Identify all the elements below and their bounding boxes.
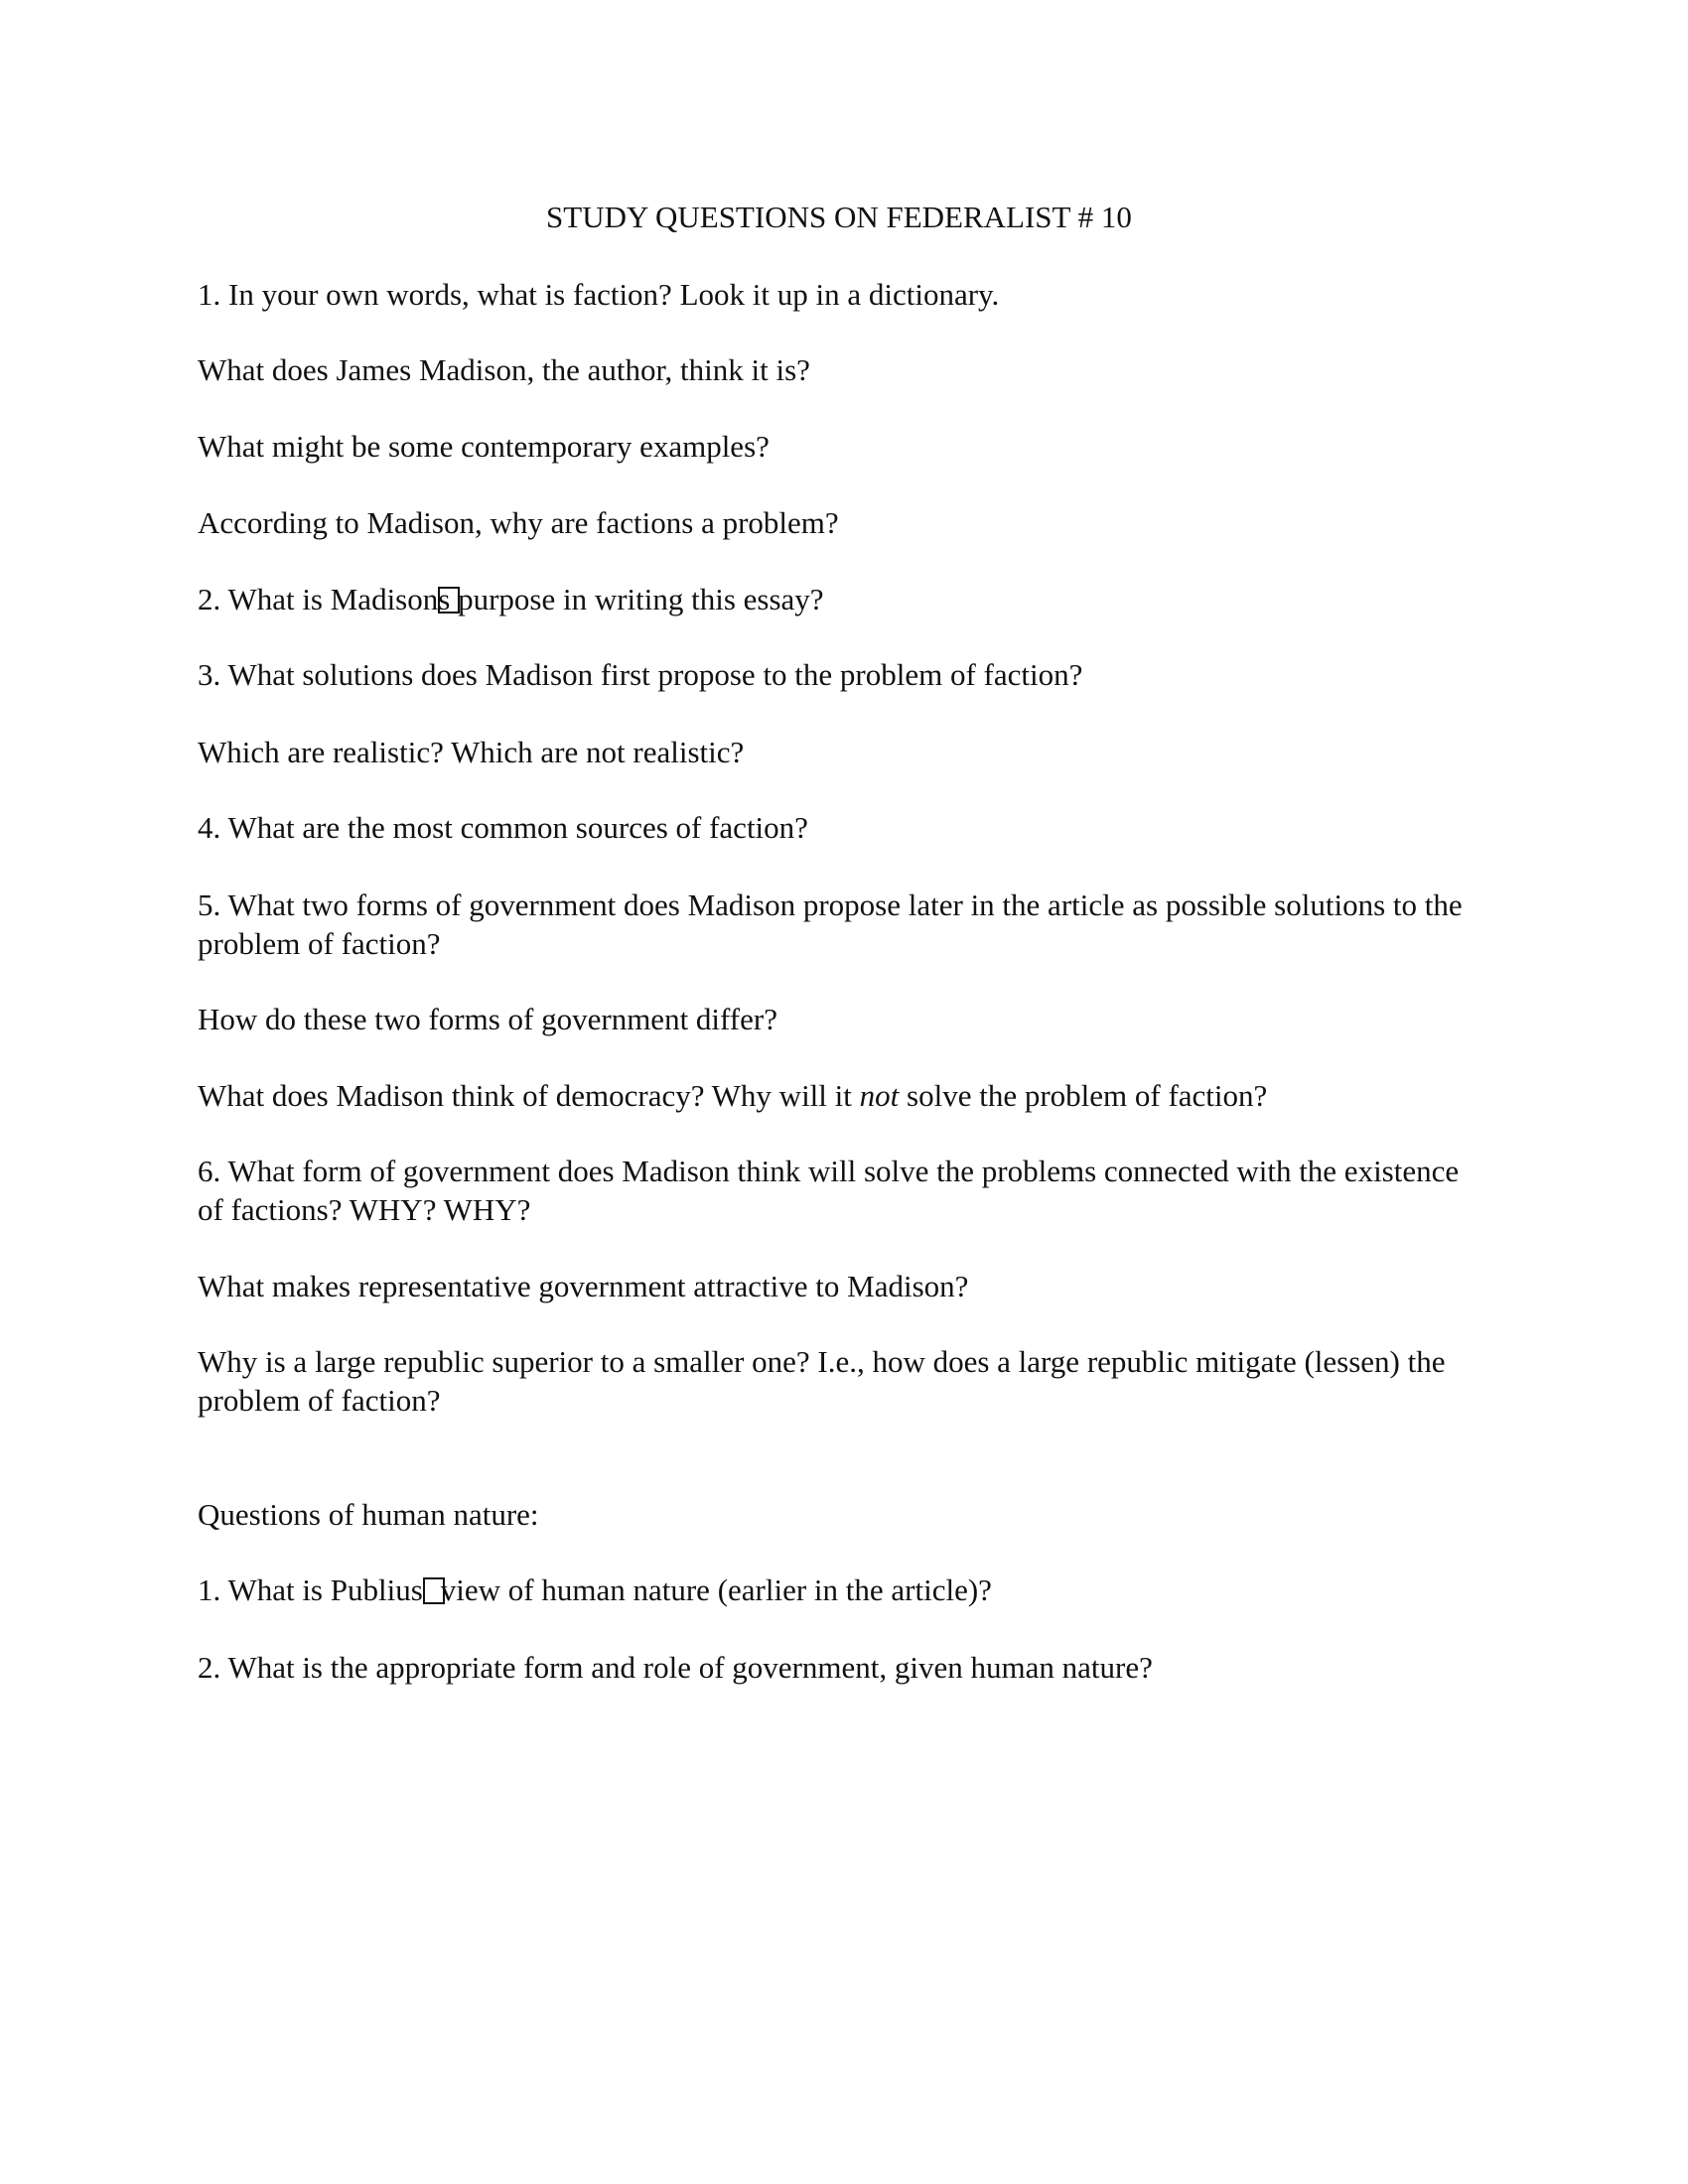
human-nature-question-2: 2. What is the appropriate form and role of government, given human nature?	[198, 1650, 1153, 1685]
question-2	[198, 580, 1488, 618]
human-nature-question-1	[198, 1570, 1488, 1609]
democracy-text-after: solve the problem of faction?	[899, 1078, 1268, 1113]
question-1d: According to Madison, why are factions a problem?	[198, 505, 839, 540]
question-6: 6. What form of government does Madison think will solve the problems connected with the existence of factions? WHY? WHY?	[198, 1154, 1460, 1227]
q2-text-after: s purpose in writing this essay?	[438, 582, 824, 616]
question-4: 4. What are the most common sources of faction?	[198, 810, 808, 845]
hn-q1-text-after: view of human nature (earlier in the article)?	[440, 1572, 992, 1607]
democracy-text-before: What does Madison think of democracy? Why will it	[198, 1078, 860, 1113]
human-nature-heading: Questions of human nature:	[198, 1497, 539, 1532]
question-5: 5. What two forms of government does Madison propose later in the article as possible solutions to the problem of faction?	[198, 887, 1463, 961]
question-3: 3. What solutions does Madison first propose to the problem of faction?	[198, 657, 1083, 692]
question-6b: What makes representative government attractive to Madison?	[198, 1269, 969, 1303]
question-5b: How do these two forms of government differ?	[198, 1002, 777, 1036]
question-3b: Which are realistic? Which are not realistic?	[198, 735, 745, 769]
hn-q1-text-before: 1. What is Publius	[198, 1572, 423, 1607]
question-6c: Why is a large republic superior to a smaller one? I.e., how does a large republic mitigate (lessen) the problem of faction?	[198, 1344, 1446, 1418]
page-title: STUDY QUESTIONS ON FEDERALIST # 10	[546, 200, 1132, 234]
question-1b: What does James Madison, the author, think it is?	[198, 352, 810, 387]
democracy-emphasis: not	[859, 1078, 900, 1113]
question-5c	[198, 1076, 1488, 1115]
question-1: 1. In your own words, what is faction? Look it up in a dictionary.	[198, 277, 1000, 312]
q2-text-before: 2. What is Madison	[198, 582, 439, 616]
question-1c: What might be some contemporary examples?	[198, 429, 770, 464]
